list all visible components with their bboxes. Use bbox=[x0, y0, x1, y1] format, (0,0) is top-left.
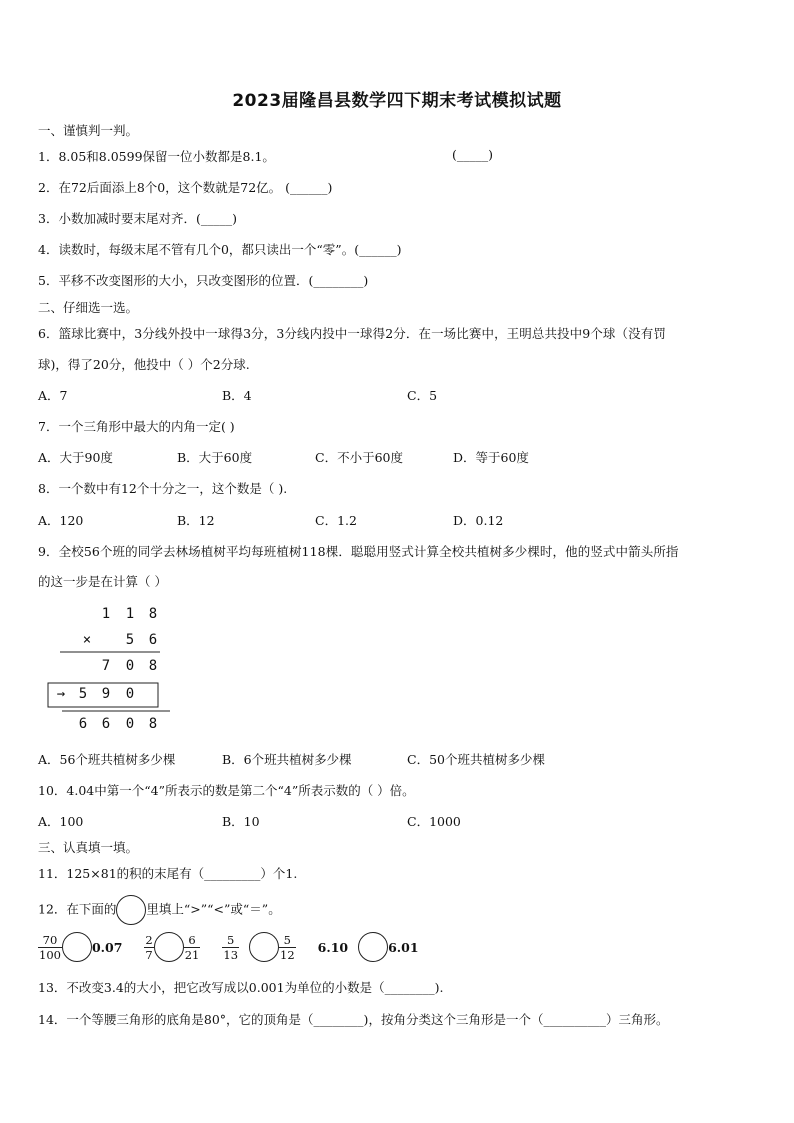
calc-digit: 0 bbox=[125, 716, 135, 732]
calc-digit: 5 bbox=[125, 632, 135, 648]
multiply-sign: × bbox=[82, 632, 92, 648]
section-3-heading: 三、认真填一填。 bbox=[38, 840, 139, 855]
fraction-5-12: $\frac{5}{12}$ bbox=[280, 932, 295, 962]
section-1-heading: 一、谨慎判一判。 bbox=[38, 123, 139, 138]
question-12-items bbox=[38, 932, 419, 962]
calc-digit: 1 bbox=[125, 606, 135, 622]
question-10-option-b: B．10 bbox=[222, 814, 260, 829]
calc-digit: 0 bbox=[125, 686, 135, 702]
question-10-option-c: C．1000 bbox=[407, 814, 461, 829]
question-11: 11．125×81的积的末尾有（_________）个1. bbox=[38, 866, 298, 881]
answer-circle-2[interactable] bbox=[154, 932, 184, 962]
question-6-line-2: 球)，得了20分，他投中（ ）个2分球. bbox=[38, 357, 250, 372]
calc-digit: 0 bbox=[125, 658, 135, 674]
question-9-line-1: 9．全校56个班的同学去林场植树平均每班植树118棵．聪聪用竖式计算全校共植树多少棵时，他的竖式中箭头所指 bbox=[38, 544, 679, 559]
question-1-text: 1．8.05和8.0599保留一位小数都是8.1。 bbox=[38, 149, 275, 164]
question-6-option-b: B．4 bbox=[222, 388, 252, 403]
question-8-option-d: D．0.12 bbox=[453, 513, 504, 528]
fraction-2-7: $\frac{2}{7}$ bbox=[145, 932, 153, 962]
arrow-step-box bbox=[48, 683, 158, 707]
value-0-07: 0.07 bbox=[91, 939, 123, 955]
page-title: 2023届隆昌县数学四下期末考试模拟试题 bbox=[232, 91, 562, 111]
question-7-option-d: D．等于60度 bbox=[453, 450, 529, 465]
answer-circle-4[interactable] bbox=[358, 932, 388, 962]
question-6-line-1: 6．篮球比赛中，3分线外投中一球得3分，3分线内投中一球得2分．在一场比赛中，王明总共投中9个球（没有罚 bbox=[38, 326, 666, 341]
question-8-option-b: B．12 bbox=[177, 513, 215, 528]
question-12-text-after: 里填上“>”“<”或“＝”。 bbox=[146, 901, 281, 917]
question-9-option-c: C．50个班共植树多少棵 bbox=[407, 752, 545, 767]
question-2: 2．在72后面添上8个0，这个数就是72亿。 (______) bbox=[38, 180, 333, 195]
question-7-option-b: B．大于60度 bbox=[177, 450, 253, 465]
answer-circle-3[interactable] bbox=[249, 932, 279, 962]
fraction-5-13: $\frac{5}{13}$ bbox=[223, 932, 239, 962]
question-1 bbox=[38, 147, 275, 165]
section-2-heading: 二、仔细选一选。 bbox=[38, 300, 139, 315]
question-8: 8．一个数中有12个十分之一，这个数是（ ). bbox=[38, 481, 288, 496]
calc-digit: 6 bbox=[78, 716, 88, 732]
question-10: 10．4.04中第一个“4”所表示的数是第二个“4”所表示数的（ ）倍。 bbox=[38, 783, 415, 798]
question-13: 13．不改变3.4的大小，把它改写成以0.001为单位的小数是（________). bbox=[38, 980, 444, 995]
answer-circle-icon bbox=[116, 895, 146, 925]
fraction-70-100: $\frac{70}{100}$ bbox=[39, 932, 61, 962]
question-7: 7．一个三角形中最大的内角一定( ) bbox=[38, 419, 235, 434]
question-9-line-2: 的这一步是在计算（ ） bbox=[38, 574, 167, 589]
calc-digit: 5 bbox=[78, 686, 88, 702]
question-6-option-c: C．5 bbox=[407, 388, 438, 403]
calc-digit: 6 bbox=[148, 632, 158, 648]
calc-digit: 9 bbox=[101, 686, 111, 702]
question-8-option-c: C．1.2 bbox=[315, 513, 357, 528]
fraction-6-21: $\frac{6}{21}$ bbox=[184, 932, 200, 962]
question-12 bbox=[38, 895, 281, 925]
calc-digit: 8 bbox=[148, 606, 158, 622]
question-3: 3．小数加减时要末尾对齐．(_____) bbox=[38, 211, 237, 226]
answer-circle-1[interactable] bbox=[62, 932, 92, 962]
question-7-option-c: C．不小于60度 bbox=[315, 450, 403, 465]
question-6-option-a: A．7 bbox=[38, 388, 68, 403]
calc-digit: 6 bbox=[101, 716, 111, 732]
calc-digit: 8 bbox=[148, 658, 158, 674]
calc-digit: 8 bbox=[148, 716, 158, 732]
question-4: 4．读数时，每级末尾不管有几个0，都只读出一个“零”。(______) bbox=[38, 242, 402, 257]
question-10-option-a: A．100 bbox=[38, 814, 84, 829]
calc-digit: 1 bbox=[101, 606, 111, 622]
calc-digit: 7 bbox=[101, 658, 111, 674]
value-6-10: 6.10 bbox=[317, 939, 349, 955]
question-9-option-a: A．56个班共植树多少棵 bbox=[38, 752, 176, 767]
question-1-blank: (_____) bbox=[452, 147, 494, 162]
question-12-text-before: 12．在下面的 bbox=[38, 901, 117, 917]
question-14: 14．一个等腰三角形的底角是80°，它的顶角是（________)，按角分类这个三角形是一个（__________）三角形。 bbox=[38, 1012, 669, 1027]
question-8-option-a: A．120 bbox=[38, 513, 84, 528]
question-5: 5．平移不改变图形的大小，只改变图形的位置．(________) bbox=[38, 273, 369, 288]
question-9-option-b: B．6个班共植树多少棵 bbox=[222, 752, 352, 767]
question-7-option-a: A．大于90度 bbox=[38, 450, 113, 465]
arrow-icon: → bbox=[56, 686, 66, 702]
value-6-01: 6.01 bbox=[388, 939, 419, 955]
